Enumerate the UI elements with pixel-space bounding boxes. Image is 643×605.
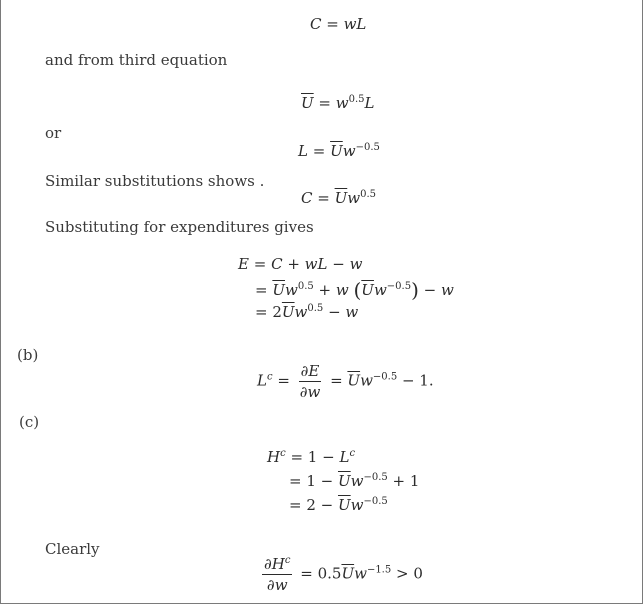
equation-ubar: $\overline{U} = w^{0.5}L$ xyxy=(301,94,375,112)
equation-c-wl: C = wL xyxy=(310,15,367,33)
equation-l: $L = \overline{U}w^{-0.5}$ xyxy=(298,142,380,160)
equation-h-line2: = $1 - \overline{U}w^{-0.5} + 1$ xyxy=(289,472,420,490)
text-clearly: Clearly xyxy=(45,540,100,558)
equation-e-line3: = $2\overline{U}w^{0.5} - w$ xyxy=(255,303,359,321)
text-similar: Similar substitutions shows . xyxy=(45,172,265,190)
text-substituting: Substituting for expenditures gives xyxy=(45,218,314,236)
equation-e-line2: = $\overline{U}w^{0.5} + w$ $(\overline{U}w^{-0.5}) - w$ xyxy=(255,278,454,302)
label-b: (b) xyxy=(17,346,39,364)
equation-h-line3: = $2 - \overline{U}w^{-0.5}$ xyxy=(289,496,388,514)
text-third-equation: and from third equation xyxy=(45,51,228,69)
label-c: (c) xyxy=(19,413,40,431)
equation-c: $C = \overline{U}w^{0.5}$ xyxy=(301,189,376,207)
text-or: or xyxy=(45,124,62,142)
equation-final: $\frac{\partial H^c}{\partial w}$ = $0.5\overline{U}w^{-1.5} > 0$ xyxy=(264,555,423,594)
equation-e-line1: E = C + wL − w xyxy=(238,255,363,273)
equation-h-line1: $H^c = 1 - L^c$ xyxy=(267,448,356,466)
equation-lc: $L^c$ = $\frac{\partial E}{\partial w}$ = $\overline{U}w^{-0.5} - 1$. xyxy=(257,362,434,401)
